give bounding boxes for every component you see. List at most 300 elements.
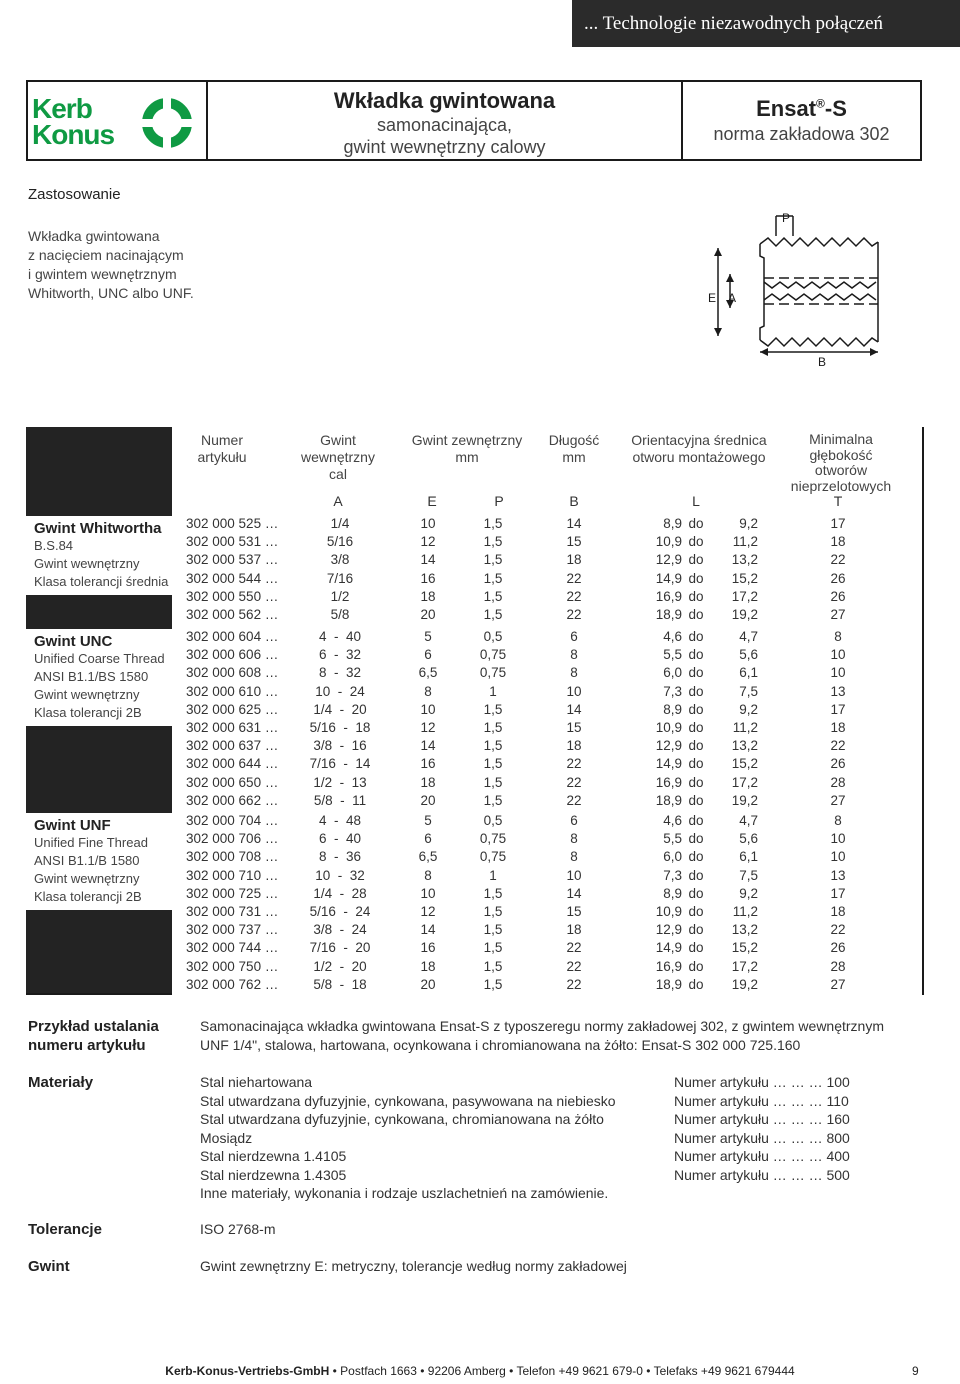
header-box <box>26 80 922 161</box>
cell-p: 1,5 <box>483 720 503 735</box>
top-banner: ... Technologie niezawodnych połączeń <box>572 0 960 47</box>
cell-t: 8 <box>834 629 842 644</box>
cell-art: 302 000 606 … <box>186 647 279 663</box>
cell-l1: 10,9 <box>655 534 682 550</box>
cell-l1: 7,3 <box>663 683 682 699</box>
group-label <box>26 516 176 595</box>
header-text: artykułu <box>197 449 247 465</box>
header-text: nieprzelotowych <box>790 477 892 494</box>
cell-l2: 11,2 <box>732 904 758 919</box>
group-title: Gwint UNC <box>34 633 113 650</box>
cell-l1: 6,0 <box>663 849 682 865</box>
cell-t: 13 <box>830 867 846 883</box>
cell-b: 22 <box>566 792 582 808</box>
cell-e: 12 <box>420 904 436 919</box>
cell-t: 22 <box>830 552 846 568</box>
cell-p: 0,5 <box>483 813 503 828</box>
cell-do: do <box>688 738 704 754</box>
cell-t: 10 <box>830 831 846 847</box>
col-letter-t: T <box>833 493 843 509</box>
tolerances-title: Tolerancje <box>28 1221 102 1238</box>
table-row <box>172 589 922 607</box>
cell-art: 302 000 637 … <box>186 738 279 754</box>
logo-line-2: Konus <box>32 119 115 150</box>
cell-l2: 5,6 <box>739 831 758 847</box>
cell-l1: 4,6 <box>663 629 682 644</box>
header-depth <box>786 432 896 494</box>
cell-l1: 16,9 <box>655 588 682 604</box>
cell-e: 18 <box>420 958 436 974</box>
header-text: Minimalna <box>809 431 873 447</box>
cell-do: do <box>688 683 704 699</box>
cell-l2: 17,2 <box>731 958 758 974</box>
group-description-line: B.S.84 <box>34 538 74 553</box>
cell-e: 8 <box>424 683 432 699</box>
cell-a: 5/16 <box>326 534 354 550</box>
cell-art: 302 000 762 … <box>186 976 279 992</box>
cell-a: 1/2 <box>330 588 350 604</box>
cell-do: do <box>688 629 704 644</box>
cell-b: 6 <box>570 813 578 828</box>
cell-l1: 8,9 <box>663 701 682 717</box>
cell-l1: 8,9 <box>663 885 682 901</box>
cell-t: 13 <box>830 683 846 699</box>
cell-l1: 18,9 <box>655 792 682 808</box>
cell-a: 6 - 40 <box>318 831 362 847</box>
cell-l2: 17,2 <box>731 588 758 604</box>
cell-b: 22 <box>566 940 582 956</box>
cell-a: 1/4 <box>330 516 350 531</box>
header-outer-thread <box>400 432 534 466</box>
cell-t: 28 <box>830 958 846 974</box>
cell-do: do <box>688 552 704 568</box>
material-name: Stal utwardzana dyfuzyjnie, cynkowana, pasywowana na niebiesko <box>200 1092 616 1109</box>
cell-p: 1,5 <box>483 904 503 919</box>
header-text: otworu montażowego <box>632 449 766 465</box>
logo-line-1: Kerb <box>32 93 92 124</box>
group-description-line: Unified Fine Thread <box>34 835 148 850</box>
table-row <box>172 831 922 849</box>
cell-p: 1,5 <box>483 958 503 974</box>
cell-t: 17 <box>830 885 846 901</box>
cell-t: 26 <box>830 588 846 604</box>
table-row <box>172 702 922 720</box>
cell-b: 8 <box>570 665 578 681</box>
cell-b: 18 <box>566 922 582 938</box>
table-row <box>172 977 922 995</box>
cell-p: 1,5 <box>483 885 503 901</box>
table-row <box>172 775 922 793</box>
header-inner-thread <box>288 432 388 483</box>
example-title <box>28 1017 159 1055</box>
cell-l2: 9,2 <box>739 701 758 717</box>
cell-t: 18 <box>830 720 846 735</box>
cell-l2: 7,5 <box>739 867 758 883</box>
cell-l1: 12,9 <box>655 552 682 568</box>
cell-do: do <box>688 813 704 828</box>
cell-l1: 4,6 <box>663 813 682 828</box>
cell-art: 302 000 662 … <box>186 792 279 808</box>
table-row <box>172 813 922 831</box>
cell-e: 14 <box>420 552 436 568</box>
cell-e: 6 <box>424 831 432 847</box>
thread-text: Gwint zewnętrzny E: metryczny, tolerancje według normy zakładowej <box>200 1258 627 1274</box>
cell-p: 1,5 <box>483 552 503 568</box>
registered-mark: ® <box>816 96 825 111</box>
cell-a: 7/16 - 20 <box>309 940 371 956</box>
col-letter-b: B <box>569 493 579 509</box>
cell-e: 5 <box>424 629 432 644</box>
group-label <box>26 629 176 726</box>
cell-e: 14 <box>420 922 436 938</box>
title-block <box>208 82 683 159</box>
cell-t: 22 <box>830 922 846 938</box>
cell-b: 15 <box>566 904 582 919</box>
table-row <box>172 922 922 940</box>
cell-p: 0,5 <box>483 629 503 644</box>
table-row <box>172 756 922 774</box>
header-text: Numer <box>200 432 243 448</box>
cell-l2: 4,7 <box>739 813 758 828</box>
table-row <box>172 868 922 886</box>
cell-p: 1,5 <box>483 976 503 992</box>
cell-p: 1,5 <box>483 774 503 790</box>
cell-l2: 5,6 <box>739 647 758 663</box>
example-text-line: UNF 1/4", stalowa, hartowana, ocynkowana i chromianowana na żółto: Ensat-S 302 000 725.160 <box>200 1036 801 1053</box>
cell-t: 27 <box>830 976 846 992</box>
cell-b: 22 <box>566 958 582 974</box>
table-row <box>172 940 922 958</box>
cell-l1: 14,9 <box>655 570 682 586</box>
cell-art: 302 000 544 … <box>186 570 279 586</box>
example-text-line: Samonacinająca wkładka gwintowana Ensat-S z typoszeregu normy zakładowej 302, z gwintem wewnętrznym <box>200 1018 884 1034</box>
cell-a: 4 - 48 <box>318 813 362 828</box>
cell-l1: 18,9 <box>655 976 682 992</box>
cell-b: 14 <box>566 885 582 901</box>
cell-l2: 15,2 <box>731 940 758 956</box>
ensat-name <box>683 96 920 122</box>
cell-l2: 19,2 <box>731 792 758 808</box>
cell-l2: 6,1 <box>739 849 758 865</box>
cell-e: 16 <box>420 570 436 586</box>
cell-a: 5/8 <box>330 607 350 622</box>
cell-l1: 7,3 <box>663 867 682 883</box>
diagram-label-b: B <box>818 355 827 368</box>
table-row <box>172 886 922 904</box>
insert-diagram <box>700 208 900 368</box>
header-article <box>182 432 262 466</box>
diagram-label-p: P <box>782 211 791 225</box>
cell-b: 22 <box>566 774 582 790</box>
cell-l1: 18,9 <box>655 607 682 622</box>
cell-l2: 19,2 <box>731 607 758 622</box>
cell-l2: 11,2 <box>732 534 758 550</box>
product-title: Wkładka gwintowana <box>333 88 556 113</box>
cell-e: 12 <box>420 720 436 735</box>
cell-a: 5/16 - 18 <box>309 720 371 735</box>
diagram-label-e: E <box>708 291 717 305</box>
cell-e: 8 <box>424 867 432 883</box>
cell-do: do <box>688 701 704 717</box>
application-line: Whitworth, UNC albo UNF. <box>28 285 194 301</box>
cell-b: 6 <box>570 629 578 644</box>
ensat-block <box>683 82 920 159</box>
material-code: Numer artykułu … … … 100 <box>674 1074 850 1090</box>
cell-b: 22 <box>566 756 582 772</box>
group-title: Gwint UNF <box>34 817 111 834</box>
cell-art: 302 000 744 … <box>186 940 279 956</box>
cell-b: 15 <box>566 720 582 735</box>
table-row <box>172 738 922 756</box>
cell-t: 26 <box>830 570 846 586</box>
ensat-suffix: -S <box>824 96 847 121</box>
table-row <box>172 665 922 683</box>
col-letter-l: L <box>692 493 700 509</box>
material-name: Stal utwardzana dyfuzyjnie, cynkowana, chromianowana na żółto <box>200 1111 604 1127</box>
group-rows <box>172 627 922 813</box>
cell-l2: 6,1 <box>739 665 758 681</box>
material-name: Stal nierdzewna 1.4105 <box>200 1148 347 1164</box>
table-row <box>172 607 922 625</box>
cell-b: 10 <box>566 683 582 699</box>
cell-e: 5 <box>424 813 432 828</box>
cell-a: 4 - 40 <box>318 629 362 644</box>
cell-art: 302 000 550 … <box>186 588 279 604</box>
cell-p: 1,5 <box>483 940 503 956</box>
footer-company: Kerb-Konus-Vertriebs-GmbH <box>165 1364 330 1378</box>
header-text: otworów <box>814 462 868 478</box>
cell-l1: 16,9 <box>655 958 682 974</box>
header-text: Orientacyjna średnica <box>631 432 767 448</box>
product-subtitle-1: samonacinająca, <box>376 115 513 135</box>
cell-l1: 8,9 <box>663 516 682 531</box>
diagram-label-a: A <box>728 291 737 305</box>
table-row <box>172 534 922 552</box>
cell-do: do <box>688 867 704 883</box>
application-title: Zastosowanie <box>28 186 121 203</box>
table-row <box>172 516 922 534</box>
cell-e: 10 <box>420 885 436 901</box>
cell-a: 3/8 - 24 <box>313 922 367 938</box>
material-name: Mosiądz <box>200 1129 253 1146</box>
cell-e: 18 <box>420 774 436 790</box>
cell-b: 18 <box>566 552 582 568</box>
cell-b: 14 <box>566 516 582 531</box>
example-title-line: numeru artykułu <box>28 1037 146 1054</box>
cell-art: 302 000 525 … <box>186 516 279 531</box>
cell-do: do <box>688 720 704 735</box>
cell-p: 0,75 <box>479 647 507 663</box>
header-text: wewnętrzny <box>301 449 375 465</box>
cell-a: 6 - 32 <box>318 647 362 663</box>
cell-b: 22 <box>566 570 582 586</box>
cell-a: 1/2 - 20 <box>313 958 367 974</box>
group-description-line: Klasa tolerancji 2B <box>34 889 142 904</box>
cell-do: do <box>688 922 704 938</box>
group-description-line: Klasa tolerancji 2B <box>34 705 142 720</box>
cell-do: do <box>688 885 704 901</box>
cell-art: 302 000 610 … <box>186 683 279 699</box>
cell-p: 1,5 <box>483 738 503 754</box>
cell-art: 302 000 644 … <box>186 756 279 772</box>
cell-e: 12 <box>420 534 436 550</box>
cell-t: 10 <box>830 849 846 865</box>
cell-l1: 5,5 <box>663 647 682 663</box>
application-text <box>28 227 328 303</box>
cell-a: 8 - 32 <box>318 665 362 681</box>
cell-l2: 15,2 <box>731 570 758 586</box>
cell-l1: 16,9 <box>655 774 682 790</box>
cell-do: do <box>688 976 704 992</box>
application-line: z nacięciem nacinającym <box>28 247 184 263</box>
cell-l1: 10,9 <box>655 720 682 735</box>
cell-do: do <box>688 904 704 919</box>
table-border-right <box>922 427 924 995</box>
cell-a: 8 - 36 <box>318 849 362 865</box>
cell-p: 1,5 <box>483 922 503 938</box>
table-row <box>172 571 922 589</box>
material-code: Numer artykułu … … … 800 <box>674 1129 850 1146</box>
cell-art: 302 000 731 … <box>186 904 279 919</box>
cell-p: 0,75 <box>479 831 507 847</box>
group-label <box>26 813 176 910</box>
cell-b: 8 <box>570 831 578 847</box>
cell-l1: 5,5 <box>663 831 682 847</box>
cell-l2: 7,5 <box>739 683 758 699</box>
materials-note: Inne materiały, wykonania i rodzaje uszlachetnień na zamówienie. <box>200 1185 609 1201</box>
cell-e: 10 <box>420 701 436 717</box>
group-description-line: ANSI B1.1/B 1580 <box>34 853 140 868</box>
cell-art: 302 000 604 … <box>186 629 279 644</box>
cell-b: 8 <box>570 849 578 865</box>
cell-l2: 13,2 <box>731 552 758 568</box>
cell-l2: 4,7 <box>739 629 758 644</box>
cell-art: 302 000 537 … <box>186 552 279 568</box>
cell-e: 16 <box>420 940 436 956</box>
cell-t: 8 <box>834 813 842 828</box>
header-text: Gwint zewnętrzny <box>411 432 523 448</box>
cell-e: 20 <box>420 607 436 622</box>
cell-do: do <box>688 647 704 663</box>
cell-art: 302 000 710 … <box>186 867 279 883</box>
cell-art: 302 000 706 … <box>186 831 279 847</box>
cell-p: 0,75 <box>479 849 507 865</box>
cell-t: 17 <box>830 701 846 717</box>
cell-t: 10 <box>830 647 846 663</box>
header-length <box>534 432 614 466</box>
example-title-line: Przykład ustalania <box>28 1018 159 1035</box>
cell-do: do <box>688 849 704 865</box>
group-title: Gwint Whitwortha <box>34 520 162 537</box>
header-text: Długość <box>548 432 600 448</box>
cell-a: 10 - 24 <box>315 683 365 699</box>
cell-b: 14 <box>566 701 582 717</box>
cell-do: do <box>688 607 704 622</box>
cell-t: 27 <box>830 607 846 622</box>
cell-e: 6,5 <box>418 665 438 681</box>
footer <box>0 1364 960 1378</box>
table-row <box>172 959 922 977</box>
cell-e: 16 <box>420 756 436 772</box>
cell-p: 1,5 <box>483 701 503 717</box>
application-line: i gwintem wewnętrznym <box>28 266 177 282</box>
cell-p: 1,5 <box>483 756 503 772</box>
cell-p: 1,5 <box>483 570 503 586</box>
cell-t: 28 <box>830 774 846 790</box>
cell-b: 18 <box>566 738 582 754</box>
cell-art: 302 000 750 … <box>186 958 279 974</box>
cell-p: 1,5 <box>483 534 503 550</box>
cell-art: 302 000 725 … <box>186 885 279 901</box>
col-letter-p: P <box>494 493 504 509</box>
header-text: cal <box>329 466 347 482</box>
material-code: Numer artykułu … … … 160 <box>674 1111 850 1127</box>
application-line: Wkładka gwintowana <box>28 228 160 244</box>
material-code: Numer artykułu … … … 110 <box>674 1092 849 1109</box>
cell-l2: 13,2 <box>731 922 758 938</box>
tolerances-text: ISO 2768-m <box>200 1221 276 1237</box>
cell-t: 10 <box>830 665 846 681</box>
group-rows <box>172 811 922 997</box>
cell-do: do <box>688 516 704 531</box>
cell-p: 1,5 <box>483 516 503 531</box>
cell-do: do <box>688 756 704 772</box>
cell-l2: 13,2 <box>731 738 758 754</box>
cell-do: do <box>688 792 704 808</box>
material-name: Stal niehartowana <box>200 1074 313 1090</box>
logo-text <box>32 93 115 150</box>
cell-b: 8 <box>570 647 578 663</box>
cell-b: 22 <box>566 976 582 992</box>
cell-b: 10 <box>566 867 582 883</box>
footer-address: • Postfach 1663 • 92206 Amberg • Telefon +49 9621 679-0 • Telefaks +49 9621 679444 <box>329 1364 795 1378</box>
table-row <box>172 684 922 702</box>
cell-do: do <box>688 831 704 847</box>
cell-l1: 14,9 <box>655 756 682 772</box>
cell-p: 0,75 <box>479 665 507 681</box>
cell-t: 18 <box>830 904 846 919</box>
page-number: 9 <box>912 1364 919 1378</box>
cell-l2: 11,2 <box>732 720 758 735</box>
cell-t: 26 <box>830 940 846 956</box>
material-code: Numer artykułu … … … 500 <box>674 1166 850 1183</box>
group-description-line: Gwint wewnętrzny <box>34 687 140 702</box>
cell-e: 20 <box>420 792 436 808</box>
material-code: Numer artykułu … … … 400 <box>674 1148 850 1164</box>
cell-t: 26 <box>830 756 846 772</box>
cell-a: 3/8 <box>330 552 350 568</box>
cell-l2: 9,2 <box>739 885 758 901</box>
cell-art: 302 000 562 … <box>186 607 279 622</box>
cell-b: 22 <box>566 588 582 604</box>
cell-e: 18 <box>420 588 436 604</box>
table-row <box>172 647 922 665</box>
cell-a: 1/4 - 20 <box>313 701 367 717</box>
cell-l2: 9,2 <box>739 516 758 531</box>
materials-title: Materiały <box>28 1074 94 1091</box>
cell-do: do <box>688 534 704 550</box>
header-text: głębokość <box>809 446 873 463</box>
table-row <box>172 904 922 922</box>
group-description-line: Gwint wewnętrzny <box>34 556 140 571</box>
cell-l1: 14,9 <box>655 940 682 956</box>
col-letter-e: E <box>427 493 437 509</box>
cell-a: 1/4 - 28 <box>313 885 367 901</box>
cell-art: 302 000 531 … <box>186 534 279 550</box>
group-description-line: Klasa tolerancji średnia <box>34 574 169 589</box>
cell-l1: 12,9 <box>655 738 682 754</box>
cell-a: 10 - 32 <box>315 867 365 883</box>
